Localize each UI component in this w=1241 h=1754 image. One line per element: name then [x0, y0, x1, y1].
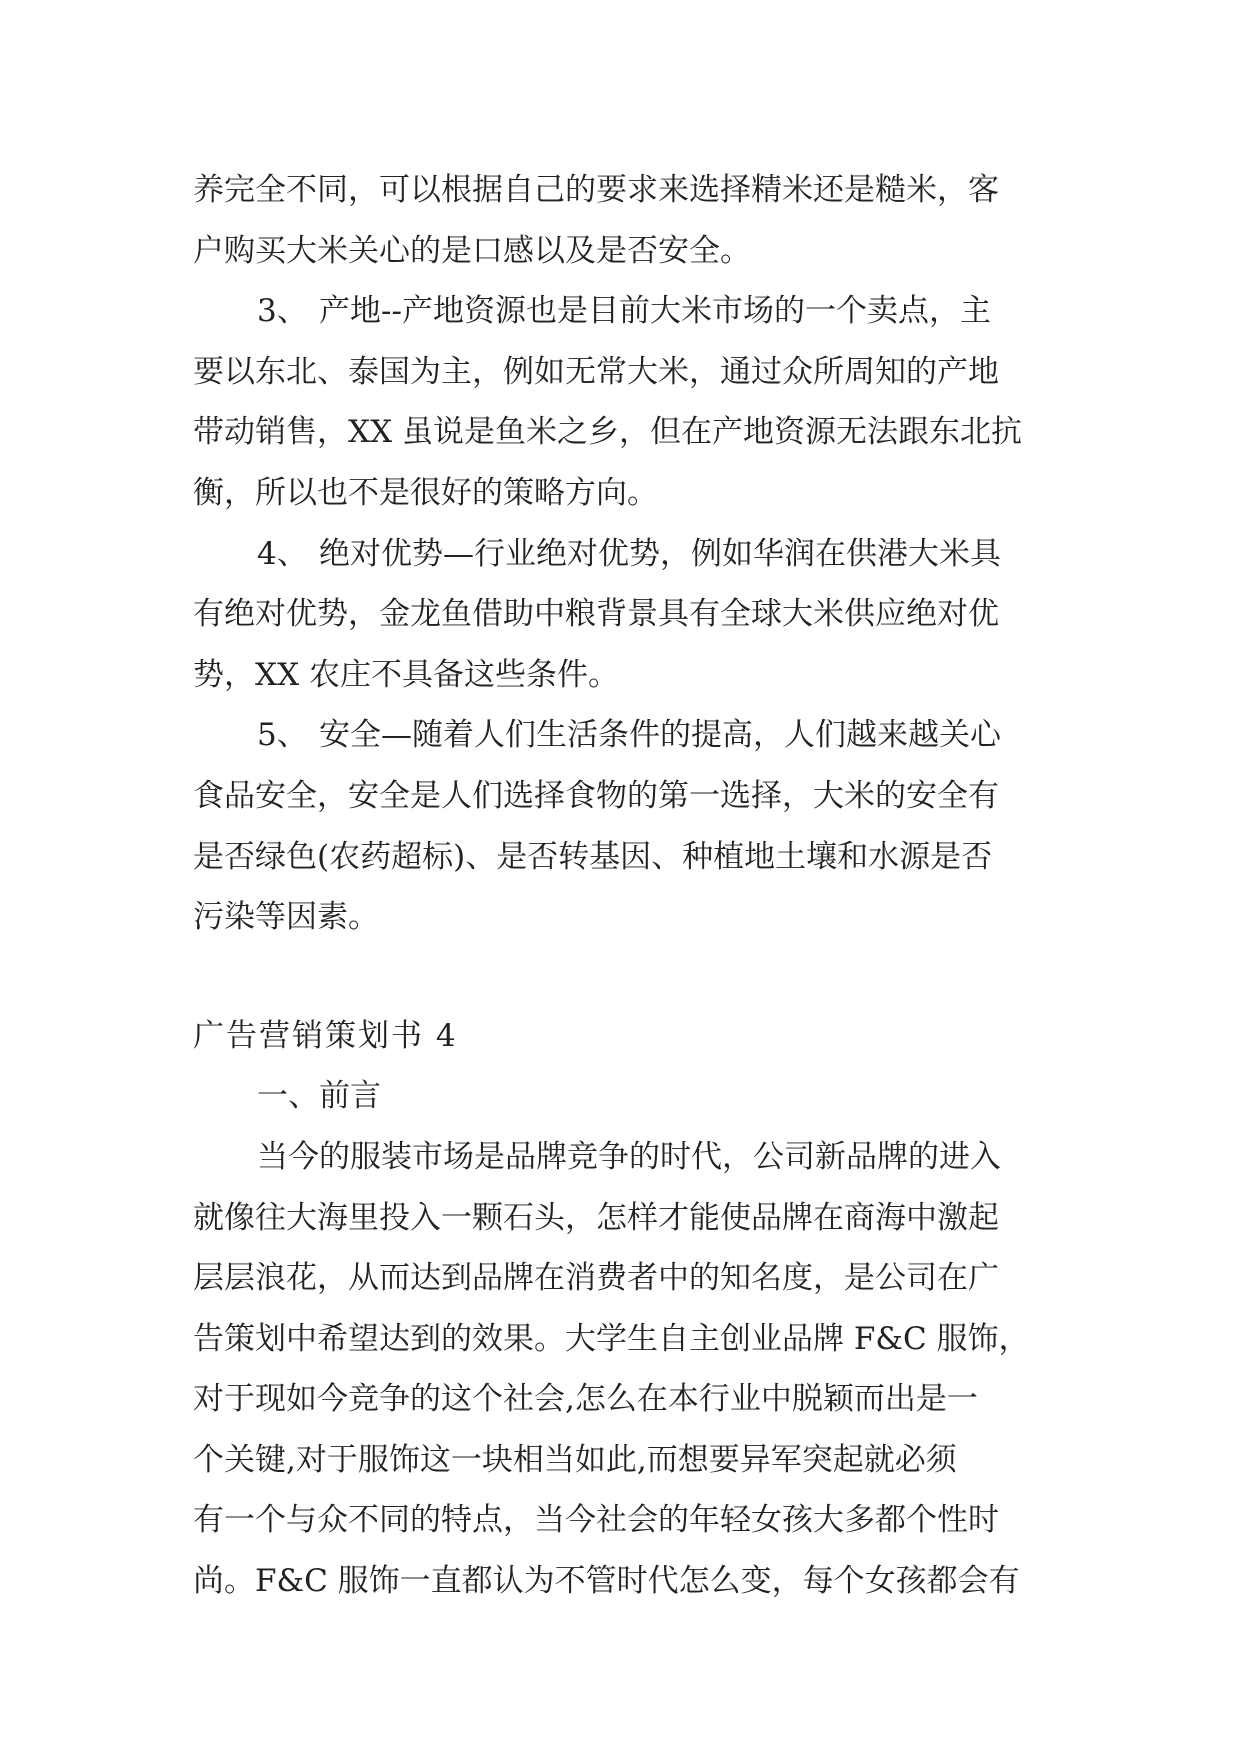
list-item-3-line — [193, 281, 1053, 342]
list-number: 3、 — [257, 293, 308, 330]
paragraph-line: 尚。F&C 服饰一直都认为不管时代怎么变，每个女孩都会有 — [193, 1563, 1020, 1600]
paragraph-line: 有绝对优势，金龙鱼借助中粮背景具有全球大米供应绝对优 — [193, 596, 999, 633]
paragraph-line: 层层浪花，从而达到品牌在消费者中的知名度，是公司在广 — [193, 1260, 999, 1297]
paragraph-line: 当今的服装市场是品牌竞争的时代，公司新品牌的进入 — [257, 1138, 1001, 1175]
paragraph-line: 要以东北、泰国为主，例如无常大米，通过众所周知的产地 — [193, 353, 999, 390]
document-body — [193, 160, 1053, 1612]
paragraph-line: 个关键,对于服饰这一块相当如此,而想要异军突起就必须 — [193, 1441, 957, 1478]
section-spacer — [193, 948, 1053, 1006]
list-item-5-line — [193, 705, 1053, 766]
paragraph-line: 带动销售，XX 虽说是鱼米之乡，但在产地资源无法跟东北抗 — [193, 414, 1022, 451]
paragraph-line: 对于现如今竞争的这个社会,怎么在本行业中脱颖而出是一 — [193, 1381, 978, 1418]
subsection-title: 一、前言 — [257, 1078, 381, 1115]
paragraph-line: 就像往大海里投入一颗石头，怎样才能使品牌在商海中激起 — [193, 1199, 999, 1236]
list-item-4-line — [193, 524, 1053, 585]
paragraph-line: 户购买大米关心的是口感以及是否安全。 — [193, 232, 751, 269]
paragraph-line: 污染等因素。 — [193, 899, 379, 936]
paragraph-line: 食品安全，安全是人们选择食物的第一选择，大米的安全有 — [193, 777, 999, 814]
paragraph-line: 养完全不同，可以根据自己的要求来选择精米还是糙米，客 — [193, 172, 999, 208]
paragraph-line: 告策划中希望达到的效果。大学生自主创业品牌 F&C 服饰， — [193, 1320, 1030, 1357]
paragraph-line: 衡，所以也不是很好的策略方向。 — [193, 474, 658, 511]
list-item-text: 安全—随着人们生活条件的提高，人们越来越关心 — [319, 717, 1001, 754]
list-item-text: 产地--产地资源也是目前大米市场的一个卖点，主 — [319, 293, 991, 330]
list-number: 4、 — [257, 535, 308, 572]
list-number: 5、 — [257, 717, 308, 754]
paragraph-line: 势，XX 农庄不具备这些条件。 — [193, 656, 619, 693]
section-title: 广告营销策划书 4 — [193, 1017, 458, 1054]
paragraph-line: 是否绿色(农药超标)、是否转基因、种植地土壤和水源是否 — [193, 838, 993, 875]
list-item-text: 绝对优势—行业绝对优势，例如华润在供港大米具 — [319, 535, 1001, 572]
paragraph-line: 有一个与众不同的特点，当今社会的年轻女孩大多都个性时 — [193, 1502, 999, 1539]
